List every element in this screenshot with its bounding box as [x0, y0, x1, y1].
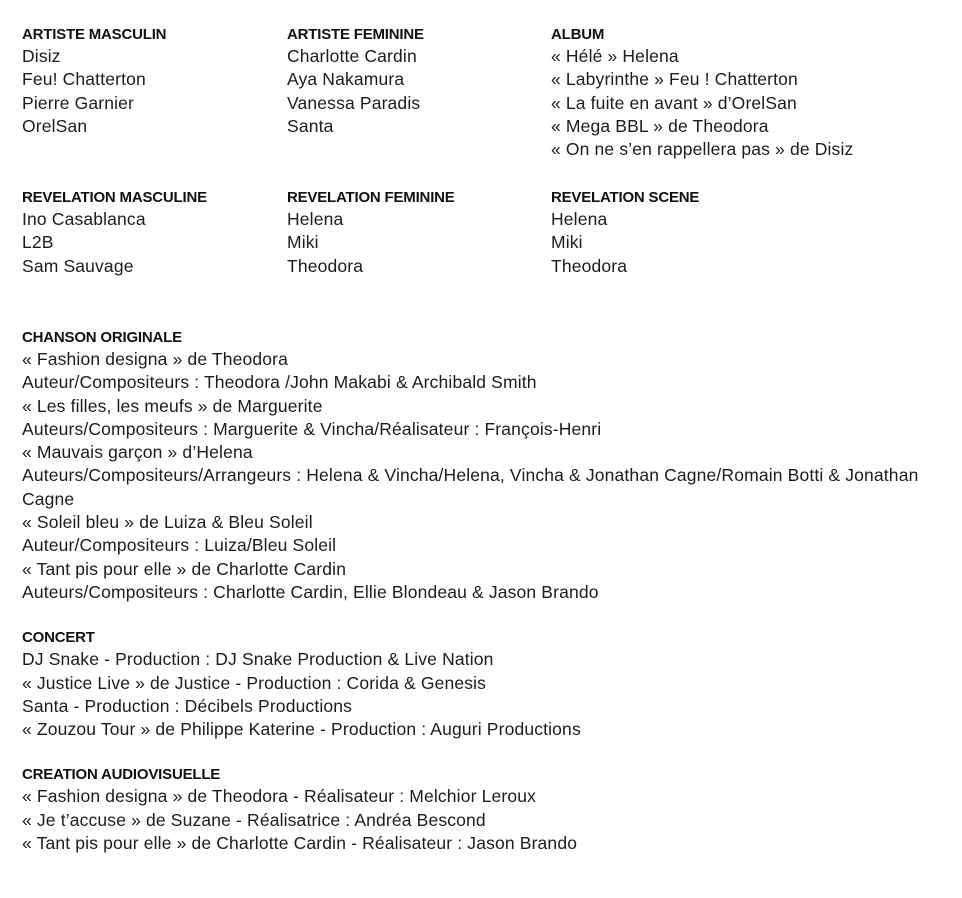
category-chanson-originale	[22, 327, 947, 604]
category-album	[551, 24, 853, 161]
category-heading: REVELATION SCENE	[551, 189, 700, 206]
nominee-item: Theodora	[287, 255, 364, 276]
nominee-credits: Auteurs/Compositeurs : Charlotte Cardin, Ellie Blondeau & Jason Brando	[22, 581, 599, 602]
nominee-item: « Mega BBL » de Theodora	[551, 115, 769, 136]
nominee-item: « On ne s’en rappellera pas » de Disiz	[551, 139, 854, 160]
category-revelation-scene	[551, 187, 699, 278]
nominee-item: Helena	[287, 209, 344, 229]
nominee-list	[287, 45, 424, 138]
nominee-item: Disiz	[22, 46, 61, 66]
category-grid-row-1	[22, 24, 947, 187]
nominee-item: « Hélé » Helena	[551, 46, 679, 66]
category-heading: CONCERT	[22, 629, 95, 647]
nominee-item: Feu! Chatterton	[22, 69, 146, 90]
category-heading: REVELATION FEMININE	[287, 189, 455, 206]
nominee-list	[22, 348, 947, 604]
nominee-list	[287, 208, 455, 278]
category-heading: CHANSON ORIGINALE	[22, 329, 182, 346]
nominee-item: « Zouzou Tour » de Philippe Katerine - Production : Auguri Productions	[22, 719, 581, 740]
category-grid-row-2	[22, 187, 947, 327]
nominations-document	[22, 24, 947, 878]
nominee-item: Miki	[551, 232, 583, 253]
nominee-item: L2B	[22, 232, 54, 253]
category-creation-audiovisuelle	[22, 764, 947, 855]
nominee-item: « Labyrinthe » Feu ! Chatterton	[551, 69, 798, 90]
nominee-item: Miki	[287, 232, 319, 253]
nominee-item: « Fashion designa » de Theodora - Réalisateur : Melchior Leroux	[22, 786, 537, 807]
nominee-list	[22, 45, 166, 138]
nominee-item: Helena	[551, 209, 608, 229]
nominee-item: Ino Casablanca	[22, 209, 146, 229]
nominee-list	[22, 648, 947, 741]
nominee-list	[551, 208, 699, 278]
nominee-item: OrelSan	[22, 115, 88, 136]
nominee-credits: Auteur/Compositeurs : Luiza/Bleu Soleil	[22, 535, 337, 556]
nominee-item: « Les filles, les meufs » de Marguerite	[22, 395, 323, 416]
nominee-item: Theodora	[551, 255, 628, 276]
nominee-item: « Justice Live » de Justice - Production : Corida & Genesis	[22, 672, 487, 693]
nominee-item: « Mauvais garçon » d’Helena	[22, 442, 253, 463]
nominee-item: Vanessa Paradis	[287, 92, 421, 113]
nominee-item: « La fuite en avant » d’OrelSan	[551, 92, 797, 113]
nominee-item: Aya Nakamura	[287, 69, 405, 90]
nominee-item: Santa - Production : Décibels Productions	[22, 695, 353, 716]
nominee-item: « Fashion designa » de Theodora	[22, 349, 289, 369]
nominee-list	[551, 45, 853, 161]
nominee-item: Charlotte Cardin	[287, 46, 417, 66]
category-artiste-feminine	[287, 24, 424, 138]
nominee-credits: Auteurs/Compositeurs : Marguerite & Vincha/Réalisateur : François-Henri	[22, 418, 602, 439]
category-revelation-masculine	[22, 187, 207, 278]
category-heading: ARTISTE FEMININE	[287, 26, 424, 43]
category-concert	[22, 627, 947, 741]
nominee-item: Sam Sauvage	[22, 255, 134, 276]
nominee-item: Santa	[287, 115, 334, 136]
nominee-list	[22, 208, 207, 278]
nominee-item: « Je t’accuse » de Suzane - Réalisatrice : Andréa Bescond	[22, 809, 486, 830]
category-heading: ALBUM	[551, 26, 605, 43]
nominee-item: « Soleil bleu » de Luiza & Bleu Soleil	[22, 512, 313, 533]
nominee-list	[22, 785, 947, 855]
nominee-item: « Tant pis pour elle » de Charlotte Cardin - Réalisateur : Jason Brando	[22, 833, 578, 854]
category-artiste-masculin	[22, 24, 166, 138]
nominee-item: « Tant pis pour elle » de Charlotte Cardin	[22, 558, 347, 579]
nominee-item: Pierre Garnier	[22, 92, 134, 113]
nominee-credits: Auteurs/Compositeurs/Arrangeurs : Helena & Vincha/Helena, Vincha & Jonathan Cagne/Romain Botti & Jonathan Cagne	[22, 465, 919, 509]
category-heading: CREATION AUDIOVISUELLE	[22, 766, 221, 784]
category-revelation-feminine	[287, 187, 455, 278]
category-heading: ARTISTE MASCULIN	[22, 26, 167, 43]
category-heading: REVELATION MASCULINE	[22, 189, 207, 206]
nominee-item: DJ Snake - Production : DJ Snake Production & Live Nation	[22, 649, 494, 670]
nominee-credits: Auteur/Compositeurs : Theodora /John Makabi & Archibald Smith	[22, 372, 537, 393]
